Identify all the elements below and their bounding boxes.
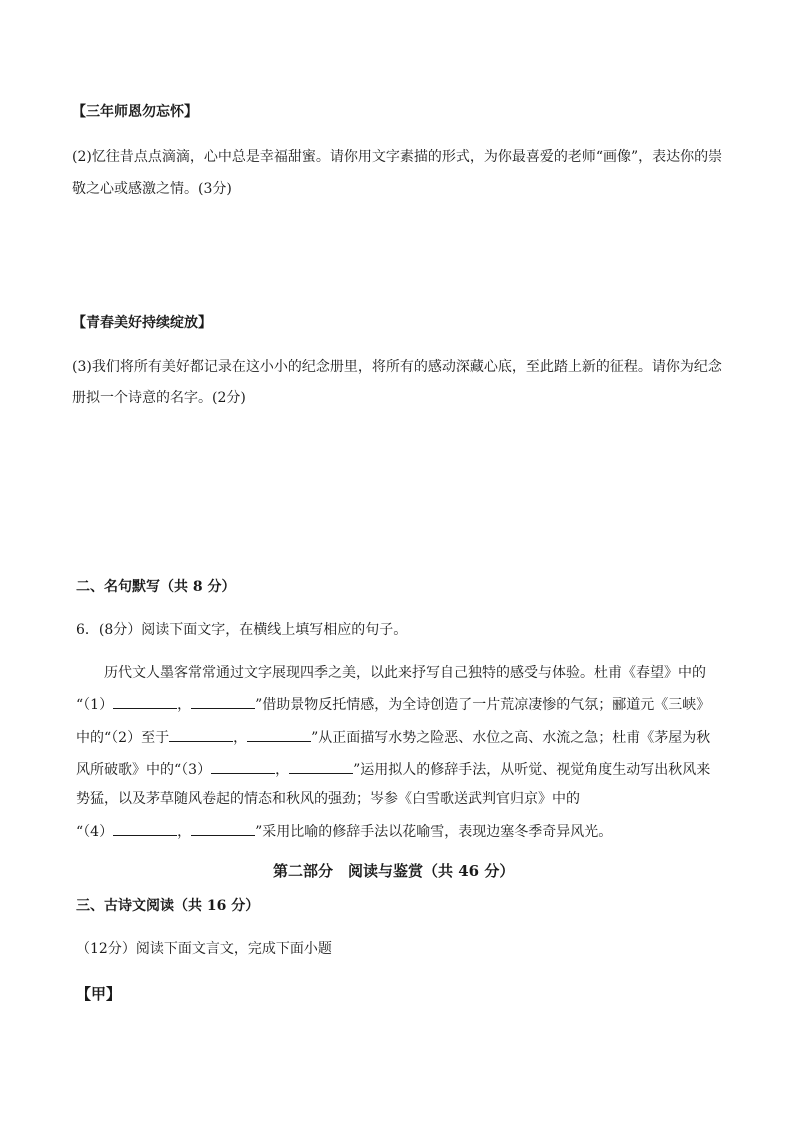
label-jia: 【甲】 [76,985,122,1003]
comma: ， [275,762,290,778]
question-6-passage-line-3 [76,727,710,747]
passage-tail-6: ”采用比喻的修辞手法以花喻雪，表现边塞冬季奇异风光。 [255,824,613,840]
question-6-prompt: 6．(8分）阅读下面文字，在横线上填写相应的句子。 [76,622,408,638]
blank-4-open: “（4） [76,824,114,840]
part-two-title: 第二部分 阅读与鉴赏（共 46 分） [273,862,515,880]
section-heading-teacher: 【三年师恩勿忘怀】 [72,104,198,120]
fill-blank-2a[interactable] [169,727,233,742]
question-6-passage-line-4 [76,759,710,779]
blank-3-open: 风所破歌》中的“（3） [76,762,212,778]
passage-tail-2: ”借助景物反托情感，为全诗创造了一片荒凉凄惨的气氛；郦道元《三峡》 [255,697,711,713]
blank-2-open: 中的“（2）至于 [76,730,170,746]
comma: ， [177,824,192,840]
part-two-heading: 二、名句默写（共 8 分） [76,579,236,595]
fill-blank-2b[interactable] [247,727,311,742]
question-3-line-1: (3)我们将所有美好都记录在这小小的纪念册里，将所有的感动深藏心底，至此踏上新的征程。请你为纪念 [72,359,722,375]
question-6-passage-line-2 [76,694,710,714]
question-6-passage-line-1: 历代文人墨客常常通过文字展现四季之美，以此来抒写自己独特的感受与体验。杜甫《春望》中的 [104,665,706,681]
question-6-passage-line-6 [76,821,612,841]
question-3-line-2: 册拟一个诗意的名字。(2分) [72,390,246,406]
passage-tail-3: ”从正面描写水势之险恶、水位之高、水流之急；杜甫《茅屋为秋 [311,730,711,746]
section-heading-youth: 【青春美好持续绽放】 [72,315,212,331]
question-6-passage-line-5: 势猛，以及茅草随风卷起的情态和秋风的强劲；岑参《白雪歌送武判官归京》中的 [76,791,580,807]
fill-blank-1b[interactable] [191,694,255,709]
fill-blank-4a[interactable] [113,821,177,836]
blank-1-open: “（1） [76,697,114,713]
section-3-prompt: （12分）阅读下面文言文，完成下面小题 [76,941,332,957]
question-2-line-2: 敬之心或感激之情。(3分) [72,181,232,197]
comma: ， [177,697,192,713]
fill-blank-1a[interactable] [113,694,177,709]
comma: ， [233,730,248,746]
fill-blank-3b[interactable] [289,759,353,774]
section-3-heading: 三、古诗文阅读（共 16 分） [76,898,260,914]
question-2-line-1: (2)忆往昔点点滴滴，心中总是幸福甜蜜。请你用文字素描的形式，为你最喜爱的老师“画像”，表达你的崇 [72,149,723,165]
fill-blank-3a[interactable] [211,759,275,774]
passage-tail-4: ”运用拟人的修辞手法，从听觉、视觉角度生动写出秋风来 [353,762,711,778]
fill-blank-4b[interactable] [191,821,255,836]
